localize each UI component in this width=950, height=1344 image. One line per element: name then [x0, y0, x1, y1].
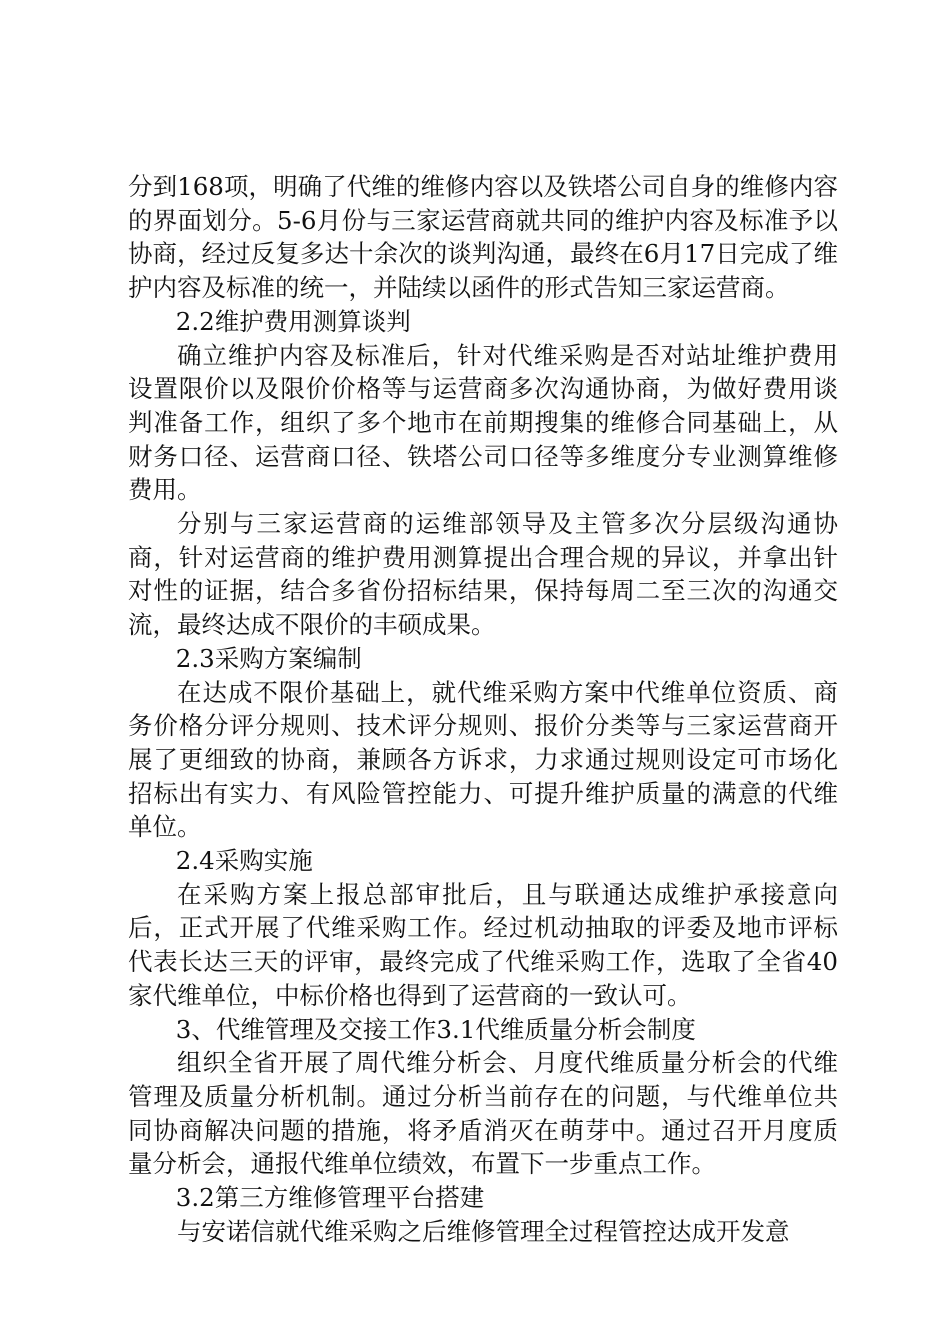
document-body [128, 170, 838, 1249]
section-heading-2-2: 2.2维护费用测算谈判 [175, 306, 411, 336]
section-heading-2-4: 2.4采购实施 [175, 846, 313, 876]
section-heading-2-3: 2.3采购方案编制 [175, 643, 362, 673]
paragraph-platform-development: 与安诺信就代维采购之后维修管理全过程管控达成开发意 [177, 1216, 790, 1246]
paragraph-cost-negotiation: 确立维护内容及标准后，针对代维采购是否对站址维护费用设置限价以及限价价格等与运营商多次沟通协商，为做好费用谈判准备工作，组织了多个地市在前期搜集的维修合同基础上，从财务口径、运营商口径、铁塔公司口径等多维度分专业测算维修费用。 [128, 340, 838, 505]
paragraph-operator-consultation: 分别与三家运营商的运维部领导及主管多次分层级沟通协商，针对运营商的维护费用测算提出合理合规的异议，并拿出针对性的证据，结合多省份招标结果，保持每周二至三次的沟通交流，最终达成不限价的丰硕成果。 [128, 509, 838, 640]
paragraph-scope-division: 分到168项，明确了代维的维修内容以及铁塔公司自身的维修内容的界面划分。5-6月份与三家运营商就共同的维护内容及标准予以协商，经过反复多达十余次的谈判沟通，最终在6月17日完成了维护内容及标准的统一，并陆续以函件的形式告知三家运营商。 [128, 172, 838, 303]
section-heading-3-2: 3.2第三方维修管理平台搭建 [175, 1183, 485, 1213]
paragraph-procurement-plan: 在达成不限价基础上，就代维采购方案中代维单位资质、商务价格分评分规则、技术评分规则、报价分类等与三家运营商开展了更细致的协商，兼顾各方诉求，力求通过规则设定可市场化招标出有实力、有风险管控能力、可提升维护质量的满意的代维单位。 [128, 677, 838, 842]
paragraph-procurement-implementation: 在采购方案上报总部审批后，且与联通达成维护承接意向后，正式开展了代维采购工作。经过机动抽取的评委及地市评标代表长达三天的评审，最终完成了代维采购工作，选取了全省40家代维单位，中标价格也得到了运营商的一致认可。 [128, 879, 838, 1010]
paragraph-quality-analysis: 组织全省开展了周代维分析会、月度代维质量分析会的代维管理及质量分析机制。通过分析当前存在的问题，与代维单位共同协商解决问题的措施，将矛盾消灭在萌芽中。通过召开月度质量分析会，通报代维单位绩效，布置下一步重点工作。 [128, 1048, 838, 1179]
section-heading-3: 3、代维管理及交接工作3.1代维质量分析会制度 [175, 1014, 696, 1044]
